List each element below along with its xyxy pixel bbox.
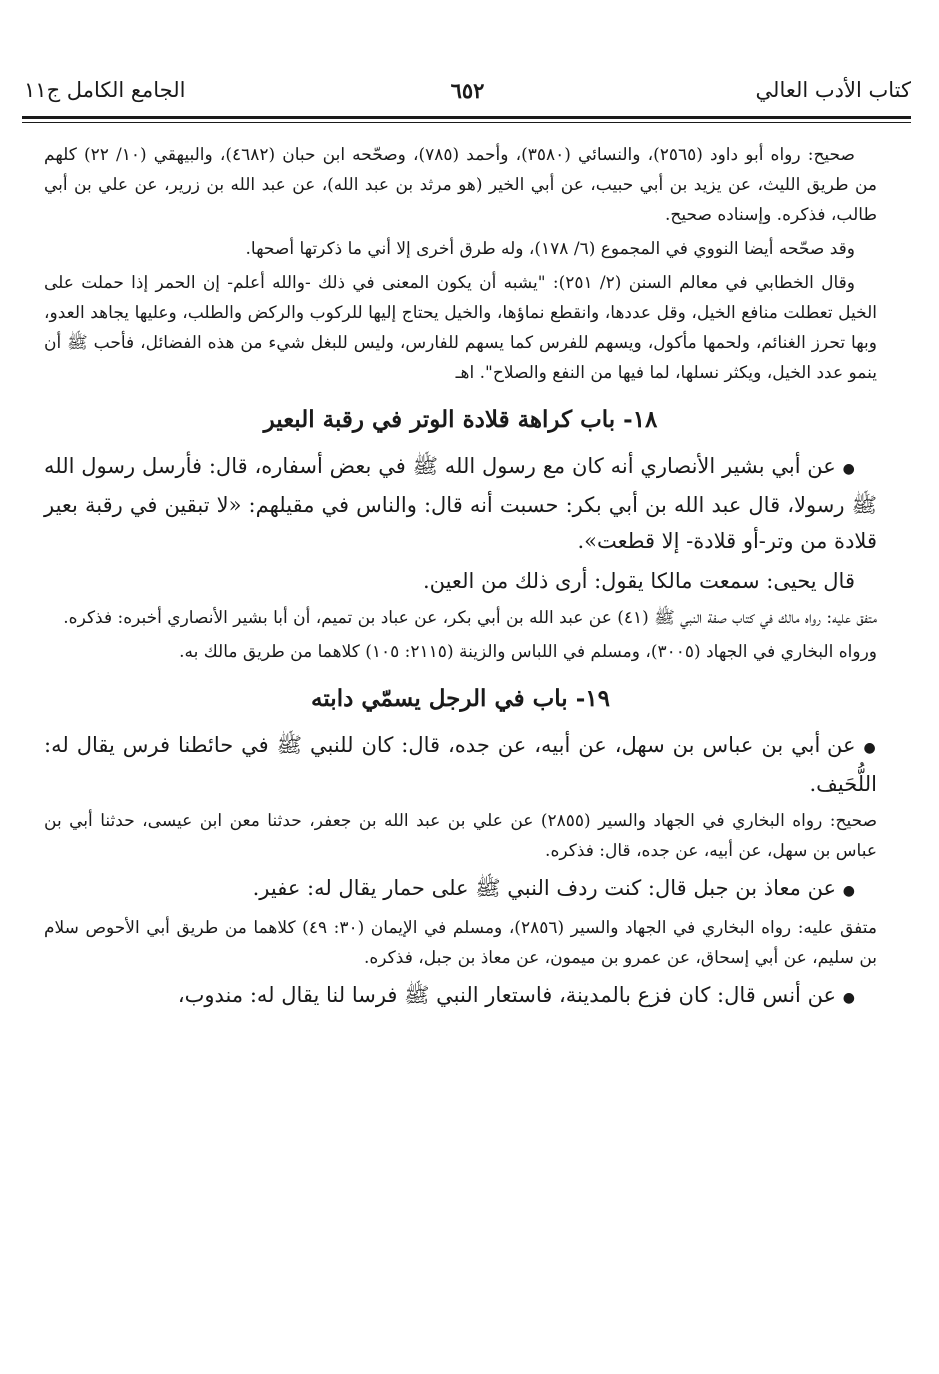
hadith-paragraph	[44, 977, 877, 1016]
hadith-paragraph	[44, 727, 877, 802]
bullet-icon: ●	[842, 990, 855, 1006]
takhrij-paragraph: صحيح: رواه أبو داود (٢٥٦٥)، والنسائي (٣٥٨٠)، وأحمد (٧٨٥)، وصحّحه ابن حبان (٤٦٨٢)، والبيهقي (١٠/ ٢٢) كلهم من طريق الليث، عن يزيد بن أبي حبيب، عن أبي الخير (هو مرثد بن عبد الله)، عن عبد الله بن زرير، عن علي بن أبي طالب، فذكره. وإسناده صحيح.	[44, 145, 877, 225]
bullet-icon: ●	[842, 461, 855, 477]
takhrij-paragraph: متفق عليه: رواه مالك في كتاب صفة النبي ﷺ (٤١) عن عبد الله بن أبي بكر، عن عباد بن تميم، أن أبا بشير الأنصاري أخبره: فذكره.	[63, 608, 877, 628]
takhrij-paragraph: متفق عليه: رواه البخاري في الجهاد والسير (٢٨٥٦)، ومسلم في الإيمان (٣٠: ٤٩) كلاهما من طريق أبي الأحوص سلام بن سليم، عن أبي إسحاق، عن عمرو بن ميمون، عن معاذ بن جبل، فذكره.	[44, 918, 877, 968]
hadith-text: عن أبي بن عباس بن سهل، عن أبيه، عن جده، قال: كان للنبي ﷺ في حائطنا فرس يقال له: اللُّحَيف.	[44, 733, 877, 796]
hadith-text: عن أنس قال: كان فزع بالمدينة، فاستعار النبي ﷺ فرسا لنا يقال له: مندوب،	[177, 983, 837, 1007]
takhrij-paragraph: وقد صحّحه أيضا النووي في المجموع (٦/ ١٧٨)، وله طرق أخرى إلا أني ما ذكرتها أصحها.	[245, 239, 855, 259]
takhrij-paragraph: صحيح: رواه البخاري في الجهاد والسير (٢٨٥٥) عن علي بن عبد الله بن جعفر، حدثنا معن ابن عيسى، حدثنا أبي بن عباس بن سهل، عن أبيه، عن جده، قال: فذكره.	[44, 811, 878, 861]
book-title: كتاب الأدب العالي	[755, 78, 911, 102]
running-header	[24, 78, 911, 114]
chapter-heading: ١٨- باب كراهة قلادة الوتر في رقبة البعير	[263, 406, 658, 433]
chapter-heading: ١٩- باب في الرجل يسمّي دابته	[311, 685, 610, 712]
page-number: ٦٥٢	[450, 78, 485, 103]
series-title: الجامع الكامل ج١١	[24, 78, 186, 102]
hadith-paragraph	[44, 870, 877, 909]
bullet-icon: ●	[863, 740, 877, 756]
page-content	[44, 140, 877, 1016]
header-rule-thick	[22, 116, 911, 119]
hadith-paragraph	[44, 448, 877, 559]
bullet-icon: ●	[842, 883, 855, 899]
hadith-text: عن معاذ بن جبل قال: كنت ردف النبي ﷺ على حمار يقال له: عفير.	[252, 876, 837, 900]
header-rule-thin	[22, 122, 911, 123]
takhrij-paragraph: ورواه البخاري في الجهاد (٣٠٠٥)، ومسلم في اللباس والزينة (٢١١٥: ١٠٥) كلاهما من طريق مالك به.	[179, 642, 877, 662]
hadith-paragraph: قال يحيى: سمعت مالكا يقول: أرى ذلك من العين.	[422, 569, 855, 593]
hadith-text: عن أبي بشير الأنصاري أنه كان مع رسول الله ﷺ في بعض أسفاره، قال: فأرسل رسول الله ﷺ رسولا، قال عبد الله بن أبي بكر: حسبت أنه قال: والناس في مقيلهم: «لا تبقين في رقبة بعير قلادة من وتر-أو قلادة- إلا قطعت».	[44, 454, 877, 553]
commentary-paragraph: وقال الخطابي في معالم السنن (٢/ ٢٥١): "يشبه أن يكون المعنى في ذلك -والله أعلم- إن الحمر إذا حملت على الخيل تعطلت منافع الخيل، وقل عددها، وانقطع نماؤها، والخيل يحتاج إليها للركوب والركض والطلب، وعليها يجاهد العدو، وبها تحرز الغنائم، ولحمها مأكول، ويسهم للفرس كما يسهم للفارس، وليس للبغل شيء من هذه الفضائل، فأحب ﷺ أن ينمو عدد الخيل، ويكثر نسلها، لما فيها من النفع والصلاح". اهـ	[44, 273, 877, 383]
